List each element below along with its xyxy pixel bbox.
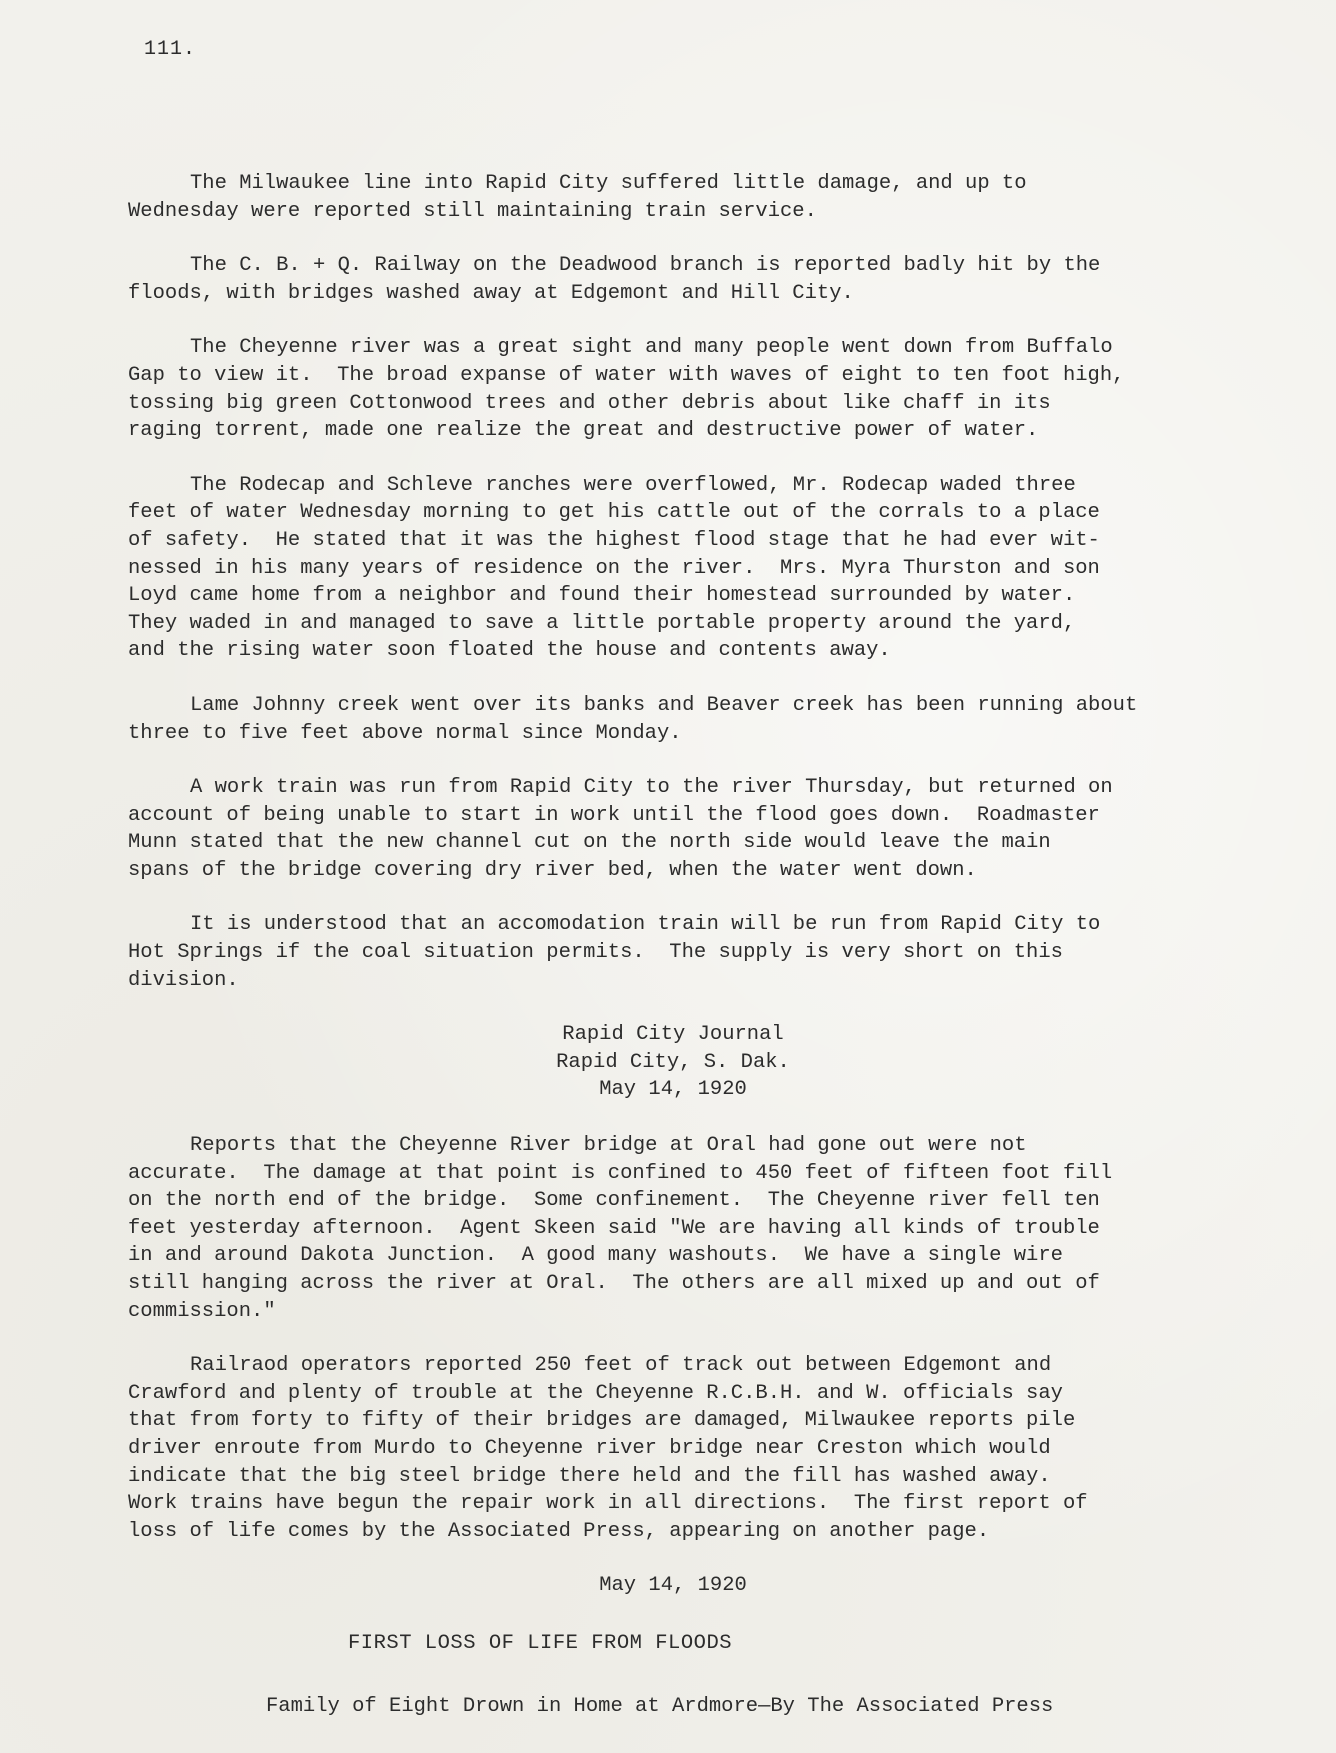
paragraphs-after-dateline bbox=[128, 1132, 1258, 1545]
paragraph bbox=[128, 334, 1258, 444]
paragraph-line: The Rodecap and Schleve ranches were overflowed, Mr. Rodecap waded three bbox=[190, 473, 1076, 497]
paragraph-line: and the rising water soon floated the house and contents away. bbox=[128, 639, 891, 663]
paragraphs-before-dateline bbox=[128, 170, 1258, 994]
paragraph-line: Gap to view it. The broad expanse of water with waves of eight to ten foot high, bbox=[128, 363, 1125, 387]
paragraph-line: Railraod operators reported 250 feet of track out between Edgemont and bbox=[190, 1354, 1052, 1378]
paragraph-line: account of being unable to start in work until the flood goes down. Roadmaster bbox=[128, 803, 1100, 827]
paragraph bbox=[128, 1132, 1258, 1325]
paragraph-line: nessed in his many years of residence on the river. Mrs. Myra Thurston and son bbox=[128, 556, 1100, 580]
paragraph bbox=[128, 252, 1258, 307]
paragraph-line: feet yesterday afternoon. Agent Skeen said "We are having all kinds of trouble bbox=[128, 1216, 1100, 1240]
paragraph-line: division. bbox=[128, 968, 239, 992]
paragraph-line: raging torrent, made one realize the great and destructive power of water. bbox=[128, 419, 1039, 443]
paragraph-line: Hot Springs if the coal situation permits. The supply is very short on this bbox=[128, 941, 1063, 965]
paragraph-line: It is understood that an accomodation train will be run from Rapid City to bbox=[190, 913, 1101, 937]
paragraph-line: Reports that the Cheyenne River bridge at Oral had gone out were not bbox=[190, 1134, 1027, 1158]
paragraph-line: The Milwaukee line into Rapid City suffered little damage, and up to bbox=[190, 172, 1027, 195]
article-body bbox=[128, 170, 1258, 1720]
paragraph-line: commission." bbox=[128, 1299, 276, 1323]
paragraph-line: tossing big green Cottonwood trees and other debris about like chaff in its bbox=[128, 391, 1051, 415]
paragraph-line: The Cheyenne river was a great sight and many people went down from Buffalo bbox=[190, 336, 1113, 360]
paragraph-line: floods, with bridges washed away at Edgemont and Hill City. bbox=[128, 281, 854, 305]
paragraph-line: Munn stated that the new channel cut on the north side would leave the main bbox=[128, 831, 1051, 855]
page-number: 111. bbox=[144, 38, 197, 61]
headline: FIRST LOSS OF LIFE FROM FLOODS bbox=[348, 1631, 733, 1655]
paragraph-line: spans of the bridge covering dry river bed, when the water went down. bbox=[128, 858, 977, 882]
paragraph bbox=[128, 170, 1258, 225]
paragraph-line: still hanging across the river at Oral. The others are all mixed up and out of bbox=[128, 1272, 1100, 1295]
paragraph-line: in and around Dakota Junction. A good many washouts. We have a single wire bbox=[128, 1244, 1063, 1268]
paragraph bbox=[128, 472, 1258, 665]
second-dateline: May 14, 1920 bbox=[599, 1574, 747, 1598]
paragraph-line: The C. B. + Q. Railway on the Deadwood branch is reported badly hit by the bbox=[190, 254, 1101, 278]
paragraph bbox=[128, 911, 1258, 994]
paragraph-line: accurate. The damage at that point is confined to 450 feet of fifteen foot fill bbox=[128, 1161, 1113, 1185]
dateline-date: May 14, 1920 bbox=[599, 1078, 747, 1102]
paragraph bbox=[128, 1352, 1258, 1545]
paragraph-line: Crawford and plenty of trouble at the Cheyenne R.C.B.H. and W. officials say bbox=[128, 1381, 1063, 1405]
paragraph-line: of safety. He stated that it was the highest flood stage that he had ever wit- bbox=[128, 528, 1100, 552]
paragraph bbox=[128, 692, 1258, 747]
paragraph-line: indicate that the big steel bridge there held and the fill has washed away. bbox=[128, 1464, 1051, 1488]
paragraph-line: They waded in and managed to save a little portable property around the yard, bbox=[128, 611, 1076, 635]
dateline-place: Rapid City, S. Dak. bbox=[556, 1050, 790, 1074]
paragraph-line: on the north end of the bridge. Some confinement. The Cheyenne river fell ten bbox=[128, 1189, 1100, 1213]
dateline bbox=[128, 1021, 1258, 1104]
paragraph bbox=[128, 774, 1258, 884]
paragraph-line: A work train was run from Rapid City to the river Thursday, but returned on bbox=[190, 776, 1113, 800]
paragraph-line: Wednesday were reported still maintaining train service. bbox=[128, 199, 817, 223]
paragraph-line: Lame Johnny creek went over its banks and Beaver creek has been running about bbox=[190, 693, 1138, 717]
paragraph-line: loss of life comes by the Associated Press, appearing on another page. bbox=[128, 1519, 990, 1543]
paragraph-line: Work trains have begun the repair work in all directions. The first report of bbox=[128, 1492, 1088, 1516]
paragraph-line: driver enroute from Murdo to Cheyenne river bridge near Creston which would bbox=[128, 1436, 1051, 1460]
paragraph-line: that from forty to fifty of their bridges are damaged, Milwaukee reports pile bbox=[128, 1409, 1076, 1433]
paragraph-line: Loyd came home from a neighbor and found their homestead surrounded by water. bbox=[128, 584, 1076, 608]
dateline-paper: Rapid City Journal bbox=[562, 1023, 784, 1047]
paragraph-line: feet of water Wednesday morning to get his cattle out of the corrals to a place bbox=[128, 501, 1100, 525]
subheadline: Family of Eight Drown in Home at Ardmore—By The Associated Press bbox=[266, 1694, 1054, 1718]
paragraph-line: three to five feet above normal since Monday. bbox=[128, 721, 682, 745]
